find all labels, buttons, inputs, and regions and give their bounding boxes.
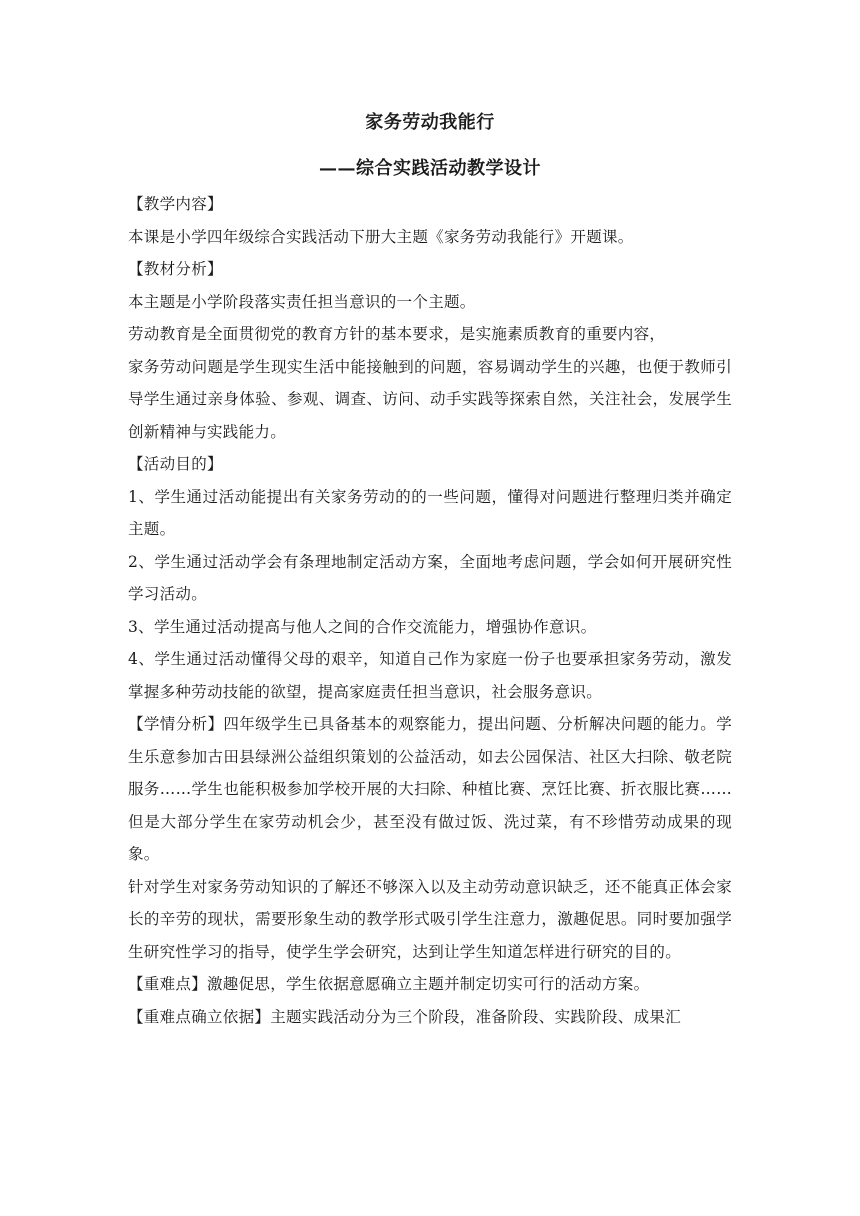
document-page (128, 108, 732, 1033)
paragraph-goal-1: 1、学生通过活动能提出有关家务劳动的的一些问题，懂得对问题进行整理归类并确定主题。 (128, 487, 732, 538)
section-heading-teaching-content: 【教学内容】 (128, 195, 223, 213)
paragraph-material-analysis-2: 劳动教育是全面贯彻党的教育方针的基本要求，是实施素质教育的重要内容， (128, 325, 666, 343)
section-heading-activity-goals: 【活动目的】 (128, 455, 223, 473)
paragraph-material-analysis-3: 家务劳动问题是学生现实生活中能接触到的问题，容易调动学生的兴趣，也便于教师引导学生通过亲身体验、参观、调查、访问、动手实践等探索自然，关注社会，发展学生创新精神与实践能力。 (128, 357, 732, 441)
paragraph-learner-analysis-2: 针对学生对家务劳动知识的了解还不够深入以及主动劳动意识缺乏，还不能真正体会家长的辛劳的现状，需要形象生动的教学形式吸引学生注意力，激趣促思。同时要加强学生研究性学习的指导，使学生学会研究，达到让学生知道怎样进行研究的目的。 (128, 877, 732, 961)
document-subtitle: ——综合实践活动教学设计 (319, 158, 541, 179)
paragraph-goal-3: 3、学生通过活动提高与他人之间的合作交流能力，增强协作意识。 (128, 617, 597, 636)
document-title: 家务劳动我能行 (365, 112, 495, 133)
section-heading-material-analysis: 【教材分析】 (128, 260, 223, 278)
paragraph-key-difficulties-basis: 【重难点确立依据】主题实践活动分为三个阶段，准备阶段、实践阶段、成果汇 (128, 1007, 682, 1026)
paragraph-goal-4: 4、学生通过活动懂得父母的艰辛，知道自己作为家庭一份子也要承担家务劳动，激发掌握多种劳动技能的欲望，提高家庭责任担当意识，社会服务意识。 (128, 650, 732, 701)
paragraph-learner-analysis: 【学情分析】四年级学生已具备基本的观察能力，提出问题、分析解决问题的能力。学生乐意参加古田县绿洲公益组织策划的公益活动，如去公园保洁、社区大扫除、敬老院服务……学生也能积极参加学校开展的大扫除、种植比赛、烹饪比赛、折衣服比赛……但是大部分学生在家劳动机会少，甚至没有做过饭、洗过菜，有不珍惜劳动成果的现象。 (128, 715, 732, 863)
paragraph-material-analysis-1: 本主题是小学阶段落实责任担当意识的一个主题。 (128, 292, 476, 311)
paragraph-teaching-content: 本课是小学四年级综合实践活动下册大主题《家务劳动我能行》开题课。 (128, 227, 634, 246)
paragraph-goal-2: 2、学生通过活动学会有条理地制定活动方案，全面地考虑问题，学会如何开展研究性学习活动。 (128, 552, 732, 603)
paragraph-key-difficulties: 【重难点】激趣促思，学生依据意愿确立主题并制定切实可行的活动方案。 (128, 975, 650, 993)
